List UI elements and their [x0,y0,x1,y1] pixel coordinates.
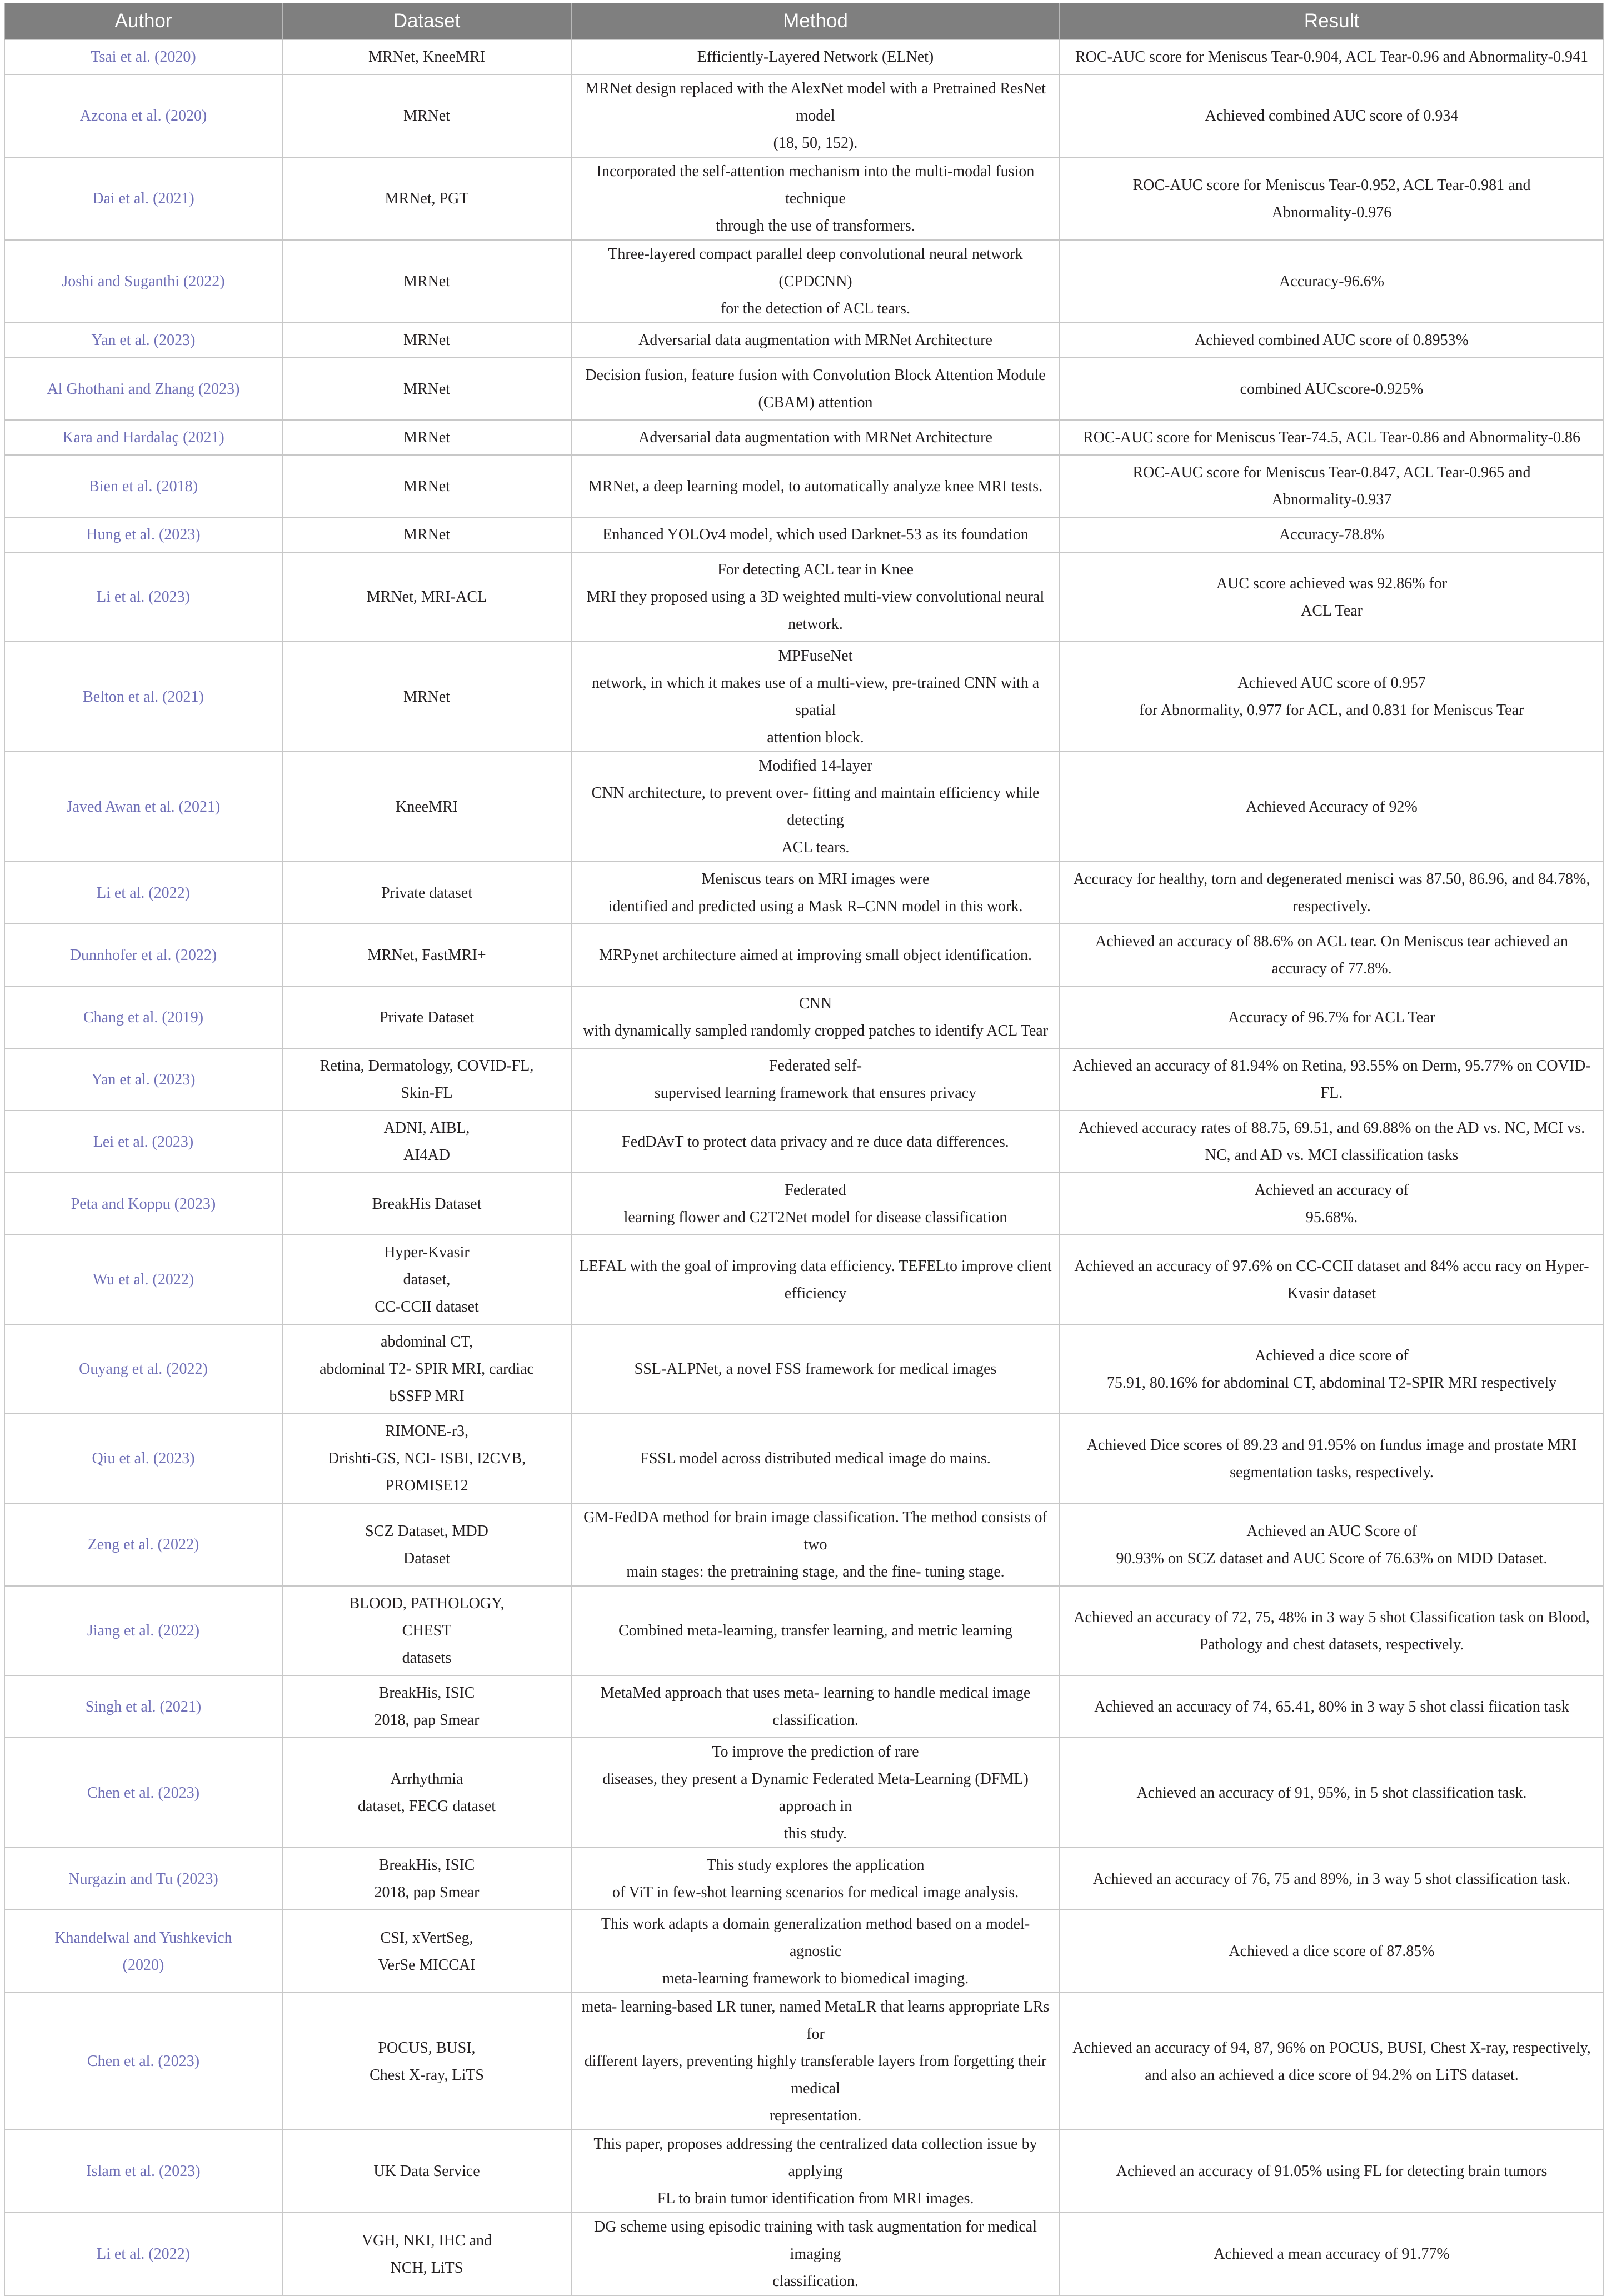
author-cell: Chen et al. (2023) [4,1738,282,1848]
author-cell: Al Ghothani and Zhang (2023) [4,358,282,420]
author-cell: Nurgazin and Tu (2023) [4,1848,282,1910]
table-row [4,552,1604,642]
dataset-cell: MRNet [282,74,571,157]
table-row [4,642,1604,752]
author-cell: Dai et al. (2021) [4,157,282,240]
result-cell: Achieved an accuracy of 97.6% on CC-CCII dataset and 84% accu racy on Hyper- Kvasir dataset [1060,1235,1604,1324]
table-row [4,420,1604,455]
result-cell: Achieved an accuracy of 94, 87, 96% on POCUS, BUSI, Chest X-ray, respectively, and also an achieved a dice score of 94.2% on LiTS dataset. [1060,1993,1604,2130]
result-cell: Achieved a mean accuracy of 91.77% [1060,2213,1604,2295]
dataset-cell: Arrhythmia dataset, FECG dataset [282,1738,571,1848]
result-cell: Achieved Accuracy of 92% [1060,752,1604,862]
method-cell: CNN with dynamically sampled randomly cropped patches to identify ACL Tear [571,986,1060,1048]
dataset-cell: VGH, NKI, IHC and NCH, LiTS [282,2213,571,2295]
dataset-cell: MRNet [282,642,571,752]
dataset-cell: POCUS, BUSI, Chest X-ray, LiTS [282,1993,571,2130]
method-cell: Combined meta-learning, transfer learning, and metric learning [571,1586,1060,1675]
author-cell: Yan et al. (2023) [4,1048,282,1111]
table-row [4,1675,1604,1738]
author-cell: Islam et al. (2023) [4,2130,282,2213]
table-row [4,1586,1604,1675]
dataset-cell: MRNet [282,517,571,552]
result-cell: Accuracy of 96.7% for ACL Tear [1060,986,1604,1048]
method-cell: FedDAvT to protect data privacy and re duce data differences. [571,1111,1060,1173]
dataset-cell: MRNet, KneeMRI [282,39,571,74]
table-row [4,455,1604,517]
method-cell: To improve the prediction of rare diseases, they present a Dynamic Federated Meta-Learning (DFML) approach in this study. [571,1738,1060,1848]
method-cell: SSL-ALPNet, a novel FSS framework for medical images [571,1324,1060,1414]
dataset-cell: Private Dataset [282,986,571,1048]
table-row [4,1910,1604,1993]
author-cell: Tsai et al. (2020) [4,39,282,74]
table-row [4,74,1604,157]
dataset-cell: ADNI, AIBL, AI4AD [282,1111,571,1173]
table-row [4,323,1604,358]
table-row [4,1173,1604,1235]
method-cell: This study explores the application of ViT in few-shot learning scenarios for medical image analysis. [571,1848,1060,1910]
dataset-cell: BreakHis, ISIC 2018, pap Smear [282,1848,571,1910]
table-row [4,1738,1604,1848]
dataset-cell: BLOOD, PATHOLOGY, CHEST datasets [282,1586,571,1675]
result-cell: Achieved an accuracy of 72, 75, 48% in 3 way 5 shot Classification task on Blood, Pathology and chest datasets, respectively. [1060,1586,1604,1675]
method-cell: Meniscus tears on MRI images were identified and predicted using a Mask R–CNN model in this work. [571,862,1060,924]
method-cell: MPFuseNet network, in which it makes use of a multi-view, pre-trained CNN with a spatial attention block. [571,642,1060,752]
result-cell: Achieved a dice score of 87.85% [1060,1910,1604,1993]
author-cell: Belton et al. (2021) [4,642,282,752]
dataset-cell: UK Data Service [282,2130,571,2213]
dataset-cell: SCZ Dataset, MDD Dataset [282,1503,571,1586]
result-cell: Achieved an accuracy of 91, 95%, in 5 shot classification task. [1060,1738,1604,1848]
author-cell: Azcona et al. (2020) [4,74,282,157]
table-row [4,1503,1604,1586]
method-cell: meta- learning-based LR tuner, named MetaLR that learns appropriate LRs for different layers, preventing highly transferable layers from forgetting their medical representation. [571,1993,1060,2130]
result-cell: Accuracy-78.8% [1060,517,1604,552]
method-cell: GM-FedDA method for brain image classification. The method consists of two main stages: the pretraining stage, and the fine- tuning stage. [571,1503,1060,1586]
dataset-cell: BreakHis, ISIC 2018, pap Smear [282,1675,571,1738]
result-cell: Achieved Dice scores of 89.23 and 91.95% on fundus image and prostate MRI segmentation tasks, respectively. [1060,1414,1604,1503]
author-cell: Lei et al. (2023) [4,1111,282,1173]
header-author: Author [4,3,282,39]
table-header [4,3,1604,39]
method-cell: This work adapts a domain generalization method based on a model- agnostic meta-learning framework to biomedical imaging. [571,1910,1060,1993]
header-method: Method [571,3,1060,39]
author-cell: Khandelwal and Yushkevich (2020) [4,1910,282,1993]
header-dataset: Dataset [282,3,571,39]
author-cell: Li et al. (2023) [4,552,282,642]
method-cell: MRNet design replaced with the AlexNet model with a Pretrained ResNet model (18, 50, 152). [571,74,1060,157]
method-cell: LEFAL with the goal of improving data efficiency. TEFELto improve client efficiency [571,1235,1060,1324]
result-cell: Achieved an accuracy of 74, 65.41, 80% in 3 way 5 shot classi fiication task [1060,1675,1604,1738]
author-cell: Dunnhofer et al. (2022) [4,924,282,986]
dataset-cell: MRNet [282,358,571,420]
method-cell: This paper, proposes addressing the centralized data collection issue by applying FL to brain tumor identification from MRI images. [571,2130,1060,2213]
method-cell: Enhanced YOLOv4 model, which used Darknet-53 as its foundation [571,517,1060,552]
author-cell: Chen et al. (2023) [4,1993,282,2130]
table-row [4,1848,1604,1910]
dataset-cell: MRNet, FastMRI+ [282,924,571,986]
header-result: Result [1060,3,1604,39]
table-row [4,517,1604,552]
result-cell: Achieved a dice score of 75.91, 80.16% for abdominal CT, abdominal T2-SPIR MRI respectively [1060,1324,1604,1414]
author-cell: Yan et al. (2023) [4,323,282,358]
author-cell: Zeng et al. (2022) [4,1503,282,1586]
table-row [4,1048,1604,1111]
author-cell: Wu et al. (2022) [4,1235,282,1324]
table-row [4,862,1604,924]
method-cell: Federated learning flower and C2T2Net model for disease classification [571,1173,1060,1235]
result-cell: Achieved an accuracy of 91.05% using FL for detecting brain tumors [1060,2130,1604,2213]
dataset-cell: MRNet [282,240,571,323]
author-cell: Singh et al. (2021) [4,1675,282,1738]
result-cell: Achieved an accuracy of 95.68%. [1060,1173,1604,1235]
method-cell: MRPynet architecture aimed at improving small object identification. [571,924,1060,986]
method-cell: FSSL model across distributed medical image do mains. [571,1414,1060,1503]
table-row [4,39,1604,74]
author-cell: Kara and Hardalaç (2021) [4,420,282,455]
result-cell: Accuracy-96.6% [1060,240,1604,323]
literature-review-table [4,3,1604,2296]
dataset-cell: RIMONE-r3, Drishti-GS, NCI- ISBI, I2CVB, PROMISE12 [282,1414,571,1503]
literature-review-table-container [4,3,1603,2290]
result-cell: Achieved an accuracy of 76, 75 and 89%, in 3 way 5 shot classification task. [1060,1848,1604,1910]
table-row [4,1414,1604,1503]
result-cell: Achieved combined AUC score of 0.934 [1060,74,1604,157]
method-cell: Federated self- supervised learning framework that ensures privacy [571,1048,1060,1111]
header-row [4,3,1604,39]
table-row [4,358,1604,420]
dataset-cell: BreakHis Dataset [282,1173,571,1235]
dataset-cell: abdominal CT, abdominal T2- SPIR MRI, cardiac bSSFP MRI [282,1324,571,1414]
result-cell: ROC-AUC score for Meniscus Tear-74.5, ACL Tear-0.86 and Abnormality-0.86 [1060,420,1604,455]
result-cell: Accuracy for healthy, torn and degenerated menisci was 87.50, 86.96, and 84.78%, respectively. [1060,862,1604,924]
result-cell: Achieved an AUC Score of 90.93% on SCZ dataset and AUC Score of 76.63% on MDD Dataset. [1060,1503,1604,1586]
author-cell: Li et al. (2022) [4,862,282,924]
table-row [4,986,1604,1048]
method-cell: MetaMed approach that uses meta- learning to handle medical image classification. [571,1675,1060,1738]
table-row [4,1111,1604,1173]
dataset-cell: MRNet, MRI-ACL [282,552,571,642]
table-row [4,240,1604,323]
result-cell: Achieved combined AUC score of 0.8953% [1060,323,1604,358]
result-cell: combined AUCscore-0.925% [1060,358,1604,420]
author-cell: Javed Awan et al. (2021) [4,752,282,862]
method-cell: Efficiently-Layered Network (ELNet) [571,39,1060,74]
result-cell: ROC-AUC score for Meniscus Tear-0.847, ACL Tear-0.965 and Abnormality-0.937 [1060,455,1604,517]
method-cell: DG scheme using episodic training with task augmentation for medical imaging classification. [571,2213,1060,2295]
dataset-cell: Retina, Dermatology, COVID-FL, Skin-FL [282,1048,571,1111]
dataset-cell: Private dataset [282,862,571,924]
method-cell: Incorporated the self-attention mechanism into the multi-modal fusion technique through the use of transformers. [571,157,1060,240]
dataset-cell: MRNet [282,455,571,517]
method-cell: Adversarial data augmentation with MRNet Architecture [571,420,1060,455]
result-cell: Achieved AUC score of 0.957 for Abnormality, 0.977 for ACL, and 0.831 for Meniscus Tear [1060,642,1604,752]
method-cell: Three-layered compact parallel deep convolutional neural network (CPDCNN) for the detection of ACL tears. [571,240,1060,323]
dataset-cell: Hyper-Kvasir dataset, CC-CCII dataset [282,1235,571,1324]
dataset-cell: MRNet [282,420,571,455]
method-cell: Modified 14-layer CNN architecture, to prevent over- fitting and maintain efficiency while detecting ACL tears. [571,752,1060,862]
dataset-cell: MRNet, PGT [282,157,571,240]
author-cell: Chang et al. (2019) [4,986,282,1048]
table-row [4,1993,1604,2130]
table-body [4,39,1604,2295]
result-cell: ROC-AUC score for Meniscus Tear-0.952, ACL Tear-0.981 and Abnormality-0.976 [1060,157,1604,240]
author-cell: Jiang et al. (2022) [4,1586,282,1675]
author-cell: Hung et al. (2023) [4,517,282,552]
table-row [4,752,1604,862]
table-row [4,1235,1604,1324]
table-row [4,2130,1604,2213]
result-cell: Achieved an accuracy of 88.6% on ACL tear. On Meniscus tear achieved an accuracy of 77.8%. [1060,924,1604,986]
author-cell: Ouyang et al. (2022) [4,1324,282,1414]
author-cell: Bien et al. (2018) [4,455,282,517]
author-cell: Qiu et al. (2023) [4,1414,282,1503]
result-cell: ROC-AUC score for Meniscus Tear-0.904, ACL Tear-0.96 and Abnormality-0.941 [1060,39,1604,74]
table-row [4,924,1604,986]
method-cell: Decision fusion, feature fusion with Convolution Block Attention Module (CBAM) attention [571,358,1060,420]
result-cell: Achieved accuracy rates of 88.75, 69.51, and 69.88% on the AD vs. NC, MCI vs. NC, and AD vs. MCI classification tasks [1060,1111,1604,1173]
table-row [4,1324,1604,1414]
dataset-cell: KneeMRI [282,752,571,862]
method-cell: Adversarial data augmentation with MRNet Architecture [571,323,1060,358]
author-cell: Li et al. (2022) [4,2213,282,2295]
dataset-cell: MRNet [282,323,571,358]
method-cell: MRNet, a deep learning model, to automatically analyze knee MRI tests. [571,455,1060,517]
result-cell: AUC score achieved was 92.86% for ACL Tear [1060,552,1604,642]
table-row [4,157,1604,240]
result-cell: Achieved an accuracy of 81.94% on Retina, 93.55% on Derm, 95.77% on COVID- FL. [1060,1048,1604,1111]
author-cell: Peta and Koppu (2023) [4,1173,282,1235]
author-cell: Joshi and Suganthi (2022) [4,240,282,323]
dataset-cell: CSI, xVertSeg, VerSe MICCAI [282,1910,571,1993]
table-row [4,2213,1604,2295]
method-cell: For detecting ACL tear in Knee MRI they proposed using a 3D weighted multi-view convolutional neural network. [571,552,1060,642]
